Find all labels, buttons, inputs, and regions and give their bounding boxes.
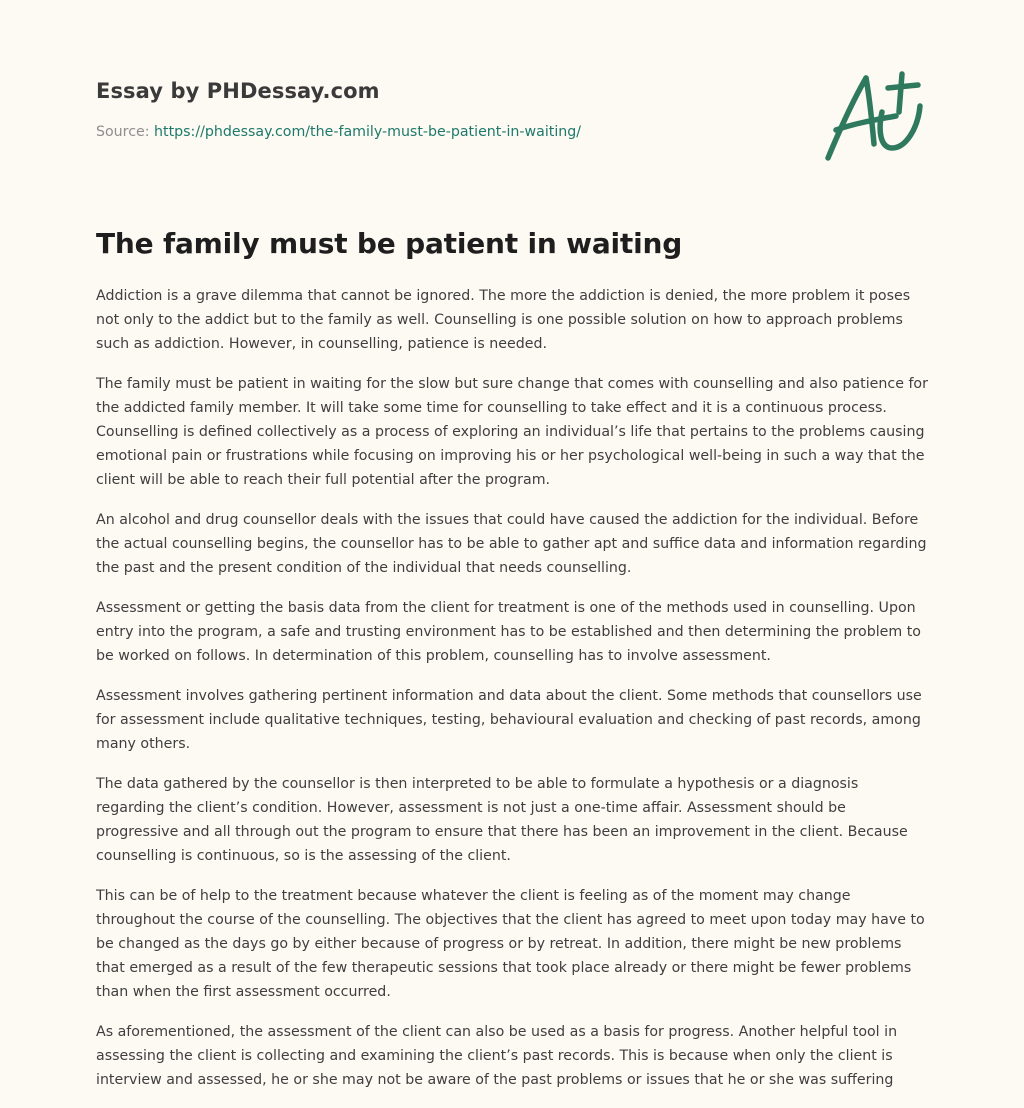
brand-title: Essay by PHDessay.com [96,79,380,103]
paragraph: As aforementioned, the assessment of the client can also be used as a basis for progress. Another helpful tool in assessing the client is collecting and examining the client’s past records. This is because when only the client is interview and assessed, he or she may not be aware of the past problems or issues that he or she was suffering [96,1024,898,1088]
source-link[interactable]: https://phdessay.com/the-family-must-be-patient-in-waiting/ [154,124,582,140]
source-label: Source: [96,124,150,140]
paragraph: The data gathered by the counsellor is then interpreted to be able to formulate a hypothesis or a diagnosis regarding the client’s condition. However, assessment is not just a one-time affair. Assessment should be progressive and all through out the program to ensure that there has been an improvement in the client. Because counselling is continuous, so is the assessing of the client. [96,776,908,864]
article-body [96,284,930,1108]
article-title: The family must be patient in waiting [96,227,683,260]
paragraph: Addiction is a grave dilemma that cannot be ignored. The more the addiction is denied, the more problem it poses not only to the addict but to the family as well. Counselling is one possible solution on how to approach problems such as addiction. However, in counselling, patience is needed. [96,288,911,352]
paragraph: The family must be patient in waiting for the slow but sure change that comes with counselling and also patience for the addicted family member. It will take some time for counselling to take effect and it is a continuous process. Counselling is defined collectively as a process of exploring an individual’s life that pertains to the problems causing emotional pain or frustrations while focusing on improving his or her psychological well-being in such a way that the client will be able to reach their full potential after the program. [96,376,928,488]
a-plus-grade-icon [818,66,930,166]
paragraph: Assessment or getting the basis data from the client for treatment is one of the methods used in counselling. Upon entry into the program, a safe and trusting environment has to be established and then determining the problem to be worked on follows. In determination of this problem, counselling has to involve assessment. [96,600,921,664]
paragraph: Assessment involves gathering pertinent information and data about the client. Some methods that counsellors use for assessment include qualitative techniques, testing, behavioural evaluation and checking of past records, among many others. [96,688,922,752]
page-header [96,76,916,143]
paragraph: An alcohol and drug counsellor deals with the issues that could have caused the addiction for the individual. Before the actual counselling begins, the counsellor has to be able to gather apt and suffice data and information regarding the past and the present condition of the individual that needs counselling. [96,512,927,576]
paragraph: This can be of help to the treatment because whatever the client is feeling as of the moment may change throughout the course of the counselling. The objectives that the client has agreed to meet upon today may have to be changed as the days go by either because of progress or by retreat. In addition, there might be new problems that emerged as a result of the few therapeutic sessions that took place already or there might be fewer problems than when the first assessment occurred. [96,888,925,1000]
source-line [96,121,916,143]
